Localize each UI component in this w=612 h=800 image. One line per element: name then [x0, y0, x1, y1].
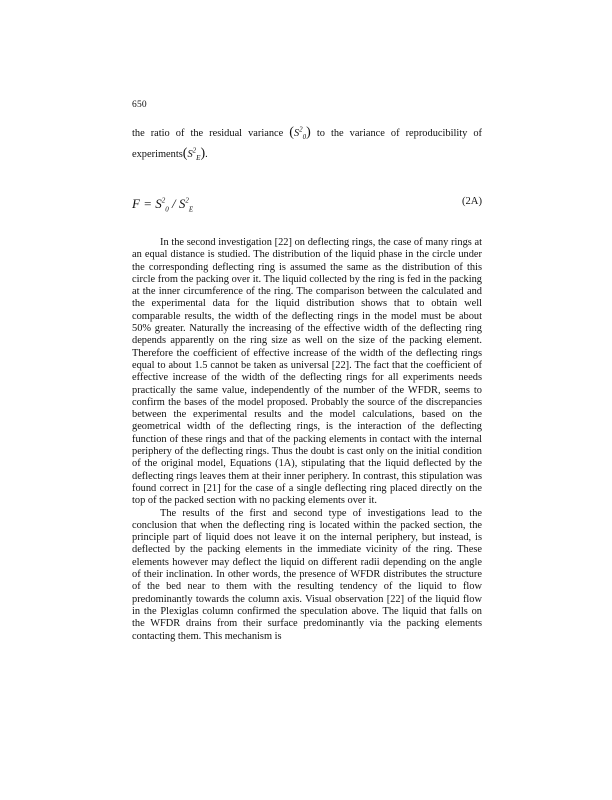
- close-paren-2: ): [200, 146, 206, 161]
- equation-label: (2A): [461, 196, 482, 207]
- reproducibility-variance-symbol: $S^2_E$: [187, 146, 201, 163]
- intro-text-before: the ratio of the residual variance: [132, 128, 290, 139]
- equation-body: $F = S^2_0 / S^2_E$: [132, 196, 194, 214]
- close-paren: ): [306, 125, 311, 140]
- open-paren-2: (: [182, 146, 188, 161]
- paragraph: In the second investigation [22] on deflecting rings, the case of many rings at an equal distance is studied. The distribution of the liquid phase in the circle under the corresponding deflecting ring is assumed the same as the distribution of this circle from the packing over it. The liquid collected by the ring is fed in the packing at the inner circumference of the ring. The comparison between the calculated and the experimental data for the liquid distribution shows that to obtain well comparable results, the width of the deflecting rings in the model must be about 50% greater. Naturally the increasing of the effective width of the deflecting ring depends apparently on the ring size as well on the size of the packing element. Therefore the coefficient of effective increase of the width of the deflecting rings equal to about 1.5 cannot be taken as universal [22]. The fact that the coefficient of effective increase of the width of the deflecting rings for all experiments needs practically the same value, independently of the number of the WFDR, seems to confirm the bases of the model proposed. Probably the source of the discrepancies between the experimental results and the model calculations, based on the geometrical width of the deflecting rings, is the interaction of the deflecting function of these rings and that of the packing elements in contact with the internal periphery of the deflecting rings. Thus the doubt is cast only on the initial condition of the original model, Equations (1A), stipulating that the liquid deflected by the deflecting rings leaves them at their inner periphery. In contrast, this stipulation was found correct in [21] for the case of a single deflecting ring placed directly on the top of the packed section with no packing elements over it.: [132, 237, 482, 507]
- open-paren: (: [289, 125, 294, 140]
- residual-variance-symbol: $S^2_0$: [293, 125, 307, 142]
- equation-2a: [132, 196, 482, 218]
- paragraph: The results of the first and second type of investigations lead to the conclusion that when the deflecting ring is located within the packed section, the principle part of liquid does not leave it on the internal periphery, but instead, is deflected by the packing elements in the immediate vicinity of the ring. These elements however may deflect the liquid on different radii depending on the angle of their inclination. In other words, the presence of WFDR distributes the structure of the bed near to them with the resulting tendency of the liquid to flow predominantly towards the column axis. Visual observation [22] of the liquid flow in the Plexiglas column confirmed the speculation above. The liquid that falls on the WFDR drains from their surface predominantly via the packing elements contacting them. This mechanism is: [132, 507, 482, 642]
- intro-sentence: [132, 123, 482, 165]
- intro-text-end: .: [205, 149, 208, 160]
- intro-text-middle: to the variance of reproducibility of experiments: [132, 128, 482, 160]
- page-number: 650: [132, 100, 147, 110]
- body-text: [132, 237, 482, 643]
